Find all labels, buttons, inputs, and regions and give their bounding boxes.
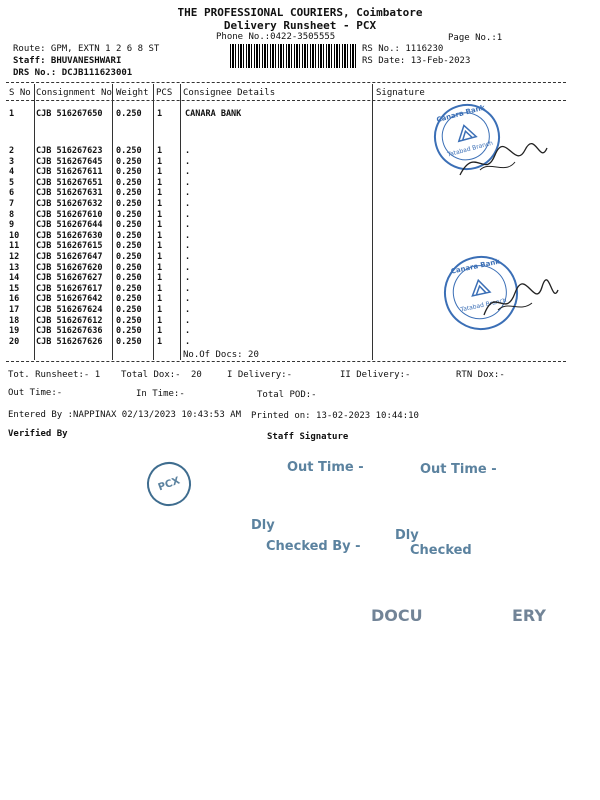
row-weight: 0.250	[116, 156, 142, 167]
row-sno: 14	[9, 273, 20, 284]
row-weight: 0.250	[116, 209, 142, 220]
verified-by: Verified By	[8, 429, 68, 439]
row-pcs: 1	[157, 177, 163, 188]
row-consignee-details: .	[185, 315, 191, 326]
column-divider	[180, 84, 181, 360]
signature-2	[480, 275, 560, 325]
no-of-docs: No.Of Docs: 20	[183, 350, 259, 360]
printed-on: Printed on: 13-02-2023 10:44:10	[251, 411, 419, 421]
stamp-docu: DOCU	[371, 606, 423, 625]
total-pod: Total POD:-	[257, 390, 317, 400]
row-weight: 0.250	[116, 283, 142, 294]
row-pcs: 1	[157, 336, 163, 347]
column-divider	[372, 84, 373, 360]
row-sno: 1	[9, 109, 15, 119]
row-weight: 0.250	[116, 252, 142, 262]
row-sno: 15	[9, 283, 20, 294]
row-consignee-details: .	[185, 199, 191, 209]
row-sno: 17	[9, 305, 20, 315]
col-header-weight: Weight	[116, 88, 149, 98]
bank-stamp-branch: Tatabad Branch	[446, 139, 494, 159]
row-sno: 16	[9, 294, 20, 305]
row-consignment-no: CJB 516267617	[36, 283, 103, 294]
row-weight: 0.250	[116, 273, 142, 284]
row-consignee-details: .	[185, 146, 191, 156]
row-pcs: 1	[157, 188, 163, 199]
row-pcs: 1	[157, 230, 163, 241]
row-sno: 12	[9, 252, 20, 262]
row-pcs: 1	[157, 326, 163, 337]
rs-number: RS No.: 1116230	[362, 44, 444, 54]
row-pcs: 1	[157, 315, 163, 326]
bank-stamp-name-2: Canara Bank	[450, 257, 501, 276]
row-consignee-details: .	[185, 294, 191, 305]
i-delivery: I Delivery:-	[227, 370, 293, 380]
row-sno: 19	[9, 326, 20, 337]
total-dox-value: 20	[191, 370, 202, 380]
row-consignment-no: CJB 516267612	[36, 315, 103, 326]
bank-stamp-branch-2: Tatabad Branch	[460, 296, 508, 314]
row-consignee-details: CANARA BANK	[185, 109, 242, 119]
signature-1	[455, 140, 550, 185]
row-weight: 0.250	[116, 336, 142, 347]
row-consignment-no: CJB 516267650	[36, 109, 103, 119]
rs-date: RS Date: 13-Feb-2023	[362, 56, 471, 66]
row-weight: 0.250	[116, 109, 142, 119]
col-header-signature: Signature	[376, 88, 425, 98]
row-consignment-no: CJB 516267623	[36, 146, 103, 156]
row-sno: 2	[9, 146, 15, 156]
entered-by: Entered By :NAPPINAX 02/13/2023 10:43:53 AM	[8, 410, 241, 420]
row-weight: 0.250	[116, 294, 142, 305]
barcode	[230, 44, 356, 68]
row-consignment-no: CJB 516267620	[36, 262, 103, 273]
row-pcs: 1	[157, 252, 163, 262]
company-title: THE PROFESSIONAL COURIERS, Coimbatore	[177, 6, 423, 19]
row-consignment-no: CJB 516267636	[36, 326, 103, 337]
staff-name: Staff: BHUVANESHWARI	[13, 56, 122, 66]
row-sno: 4	[9, 167, 15, 178]
stamp-checked-by-1: Checked By -	[266, 539, 361, 554]
row-consignee-details: .	[185, 241, 191, 252]
row-pcs: 1	[157, 220, 163, 231]
divider	[6, 82, 566, 83]
row-weight: 0.250	[116, 177, 142, 188]
stamp-dly-2: Dly	[395, 528, 419, 543]
out-time: Out Time:-	[8, 388, 63, 398]
row-consignment-no: CJB 516267615	[36, 241, 103, 252]
row-weight: 0.250	[116, 315, 142, 326]
row-weight: 0.250	[116, 220, 142, 231]
row-sno: 9	[9, 220, 15, 231]
row-pcs: 1	[157, 305, 163, 315]
row-consignee-details: .	[185, 167, 191, 178]
row-consignment-no: CJB 516267631	[36, 188, 103, 199]
row-consignment-no: CJB 516267630	[36, 230, 103, 241]
route: Route: GPM, EXTN 1 2 6 8 ST	[13, 44, 160, 54]
row-consignee-details: .	[185, 273, 191, 284]
row-sno: 5	[9, 177, 15, 188]
column-divider	[112, 84, 113, 360]
row-consignee-details: .	[185, 336, 191, 347]
row-weight: 0.250	[116, 241, 142, 252]
row-weight: 0.250	[116, 326, 142, 337]
row-pcs: 1	[157, 146, 163, 156]
staff-signature-label: Staff Signature	[267, 432, 349, 442]
row-sno: 3	[9, 156, 15, 167]
stamp-dly-1: Dly	[251, 518, 275, 533]
pcx-stamp	[141, 456, 197, 512]
row-weight: 0.250	[116, 167, 142, 178]
row-pcs: 1	[157, 156, 163, 167]
in-time: In Time:-	[136, 389, 185, 399]
row-consignee-details: .	[185, 188, 191, 199]
row-sno: 7	[9, 199, 15, 209]
col-header-pcs: PCS	[156, 88, 173, 98]
row-weight: 0.250	[116, 305, 142, 315]
divider	[6, 361, 566, 362]
row-consignment-no: CJB 516267610	[36, 209, 103, 220]
row-consignee-details: .	[185, 262, 191, 273]
row-weight: 0.250	[116, 188, 142, 199]
row-consignee-details: .	[185, 283, 191, 294]
row-pcs: 1	[157, 209, 163, 220]
row-consignment-no: CJB 516267611	[36, 167, 103, 178]
row-consignee-details: .	[185, 230, 191, 241]
pcx-stamp-label: PCX	[156, 475, 182, 493]
page-number: Page No.:1	[448, 33, 503, 43]
row-weight: 0.250	[116, 230, 142, 241]
row-sno: 8	[9, 209, 15, 220]
row-pcs: 1	[157, 109, 163, 119]
row-consignee-details: .	[185, 209, 191, 220]
row-sno: 20	[9, 336, 20, 347]
row-weight: 0.250	[116, 262, 142, 273]
row-pcs: 1	[157, 273, 163, 284]
col-header-sno: S No	[9, 88, 31, 98]
row-pcs: 1	[157, 167, 163, 178]
row-consignee-details: .	[185, 326, 191, 337]
row-consignee-details: .	[185, 252, 191, 262]
row-consignment-no: CJB 516267651	[36, 177, 103, 188]
column-divider	[153, 84, 154, 360]
stamp-checked-by-2: Checked	[410, 543, 472, 558]
phone-number: Phone No.:0422-3505555	[216, 32, 336, 42]
tot-runsheet: Tot. Runsheet:- 1	[8, 370, 101, 380]
row-consignee-details: .	[185, 177, 191, 188]
total-dox-label: Total Dox:-	[121, 370, 181, 380]
row-pcs: 1	[157, 283, 163, 294]
row-consignee-details: .	[185, 220, 191, 231]
row-pcs: 1	[157, 262, 163, 273]
rtn-dox: RTN Dox:-	[456, 370, 505, 380]
bank-stamp-name: Canara Bank	[435, 103, 486, 125]
row-consignment-no: CJB 516267644	[36, 220, 103, 231]
ii-delivery: II Delivery:-	[340, 370, 411, 380]
row-consignment-no: CJB 516267632	[36, 199, 103, 209]
stamp-out-time-1: Out Time -	[287, 460, 364, 475]
row-consignment-no: CJB 516267627	[36, 273, 103, 284]
row-consignee-details: .	[185, 156, 191, 167]
row-weight: 0.250	[116, 146, 142, 156]
row-pcs: 1	[157, 199, 163, 209]
stamp-out-time-2: Out Time -	[420, 462, 497, 477]
stamp-ery: ERY	[512, 606, 546, 625]
row-consignment-no: CJB 516267642	[36, 294, 103, 305]
row-consignment-no: CJB 516267626	[36, 336, 103, 347]
row-sno: 13	[9, 262, 20, 273]
row-consignment-no: CJB 516267624	[36, 305, 103, 315]
col-header-consignee: Consignee Details	[183, 88, 276, 98]
row-weight: 0.250	[116, 199, 142, 209]
drs-number: DRS No.: DCJB111623001	[13, 68, 133, 78]
row-pcs: 1	[157, 241, 163, 252]
col-header-consignment: Consignment No	[36, 88, 112, 98]
divider	[6, 100, 566, 101]
row-consignment-no: CJB 516267645	[36, 156, 103, 167]
row-sno: 18	[9, 315, 20, 326]
row-sno: 6	[9, 188, 15, 199]
row-sno: 10	[9, 230, 20, 241]
column-divider	[34, 84, 35, 360]
row-sno: 11	[9, 241, 20, 252]
row-consignee-details: .	[185, 305, 191, 315]
row-pcs: 1	[157, 294, 163, 305]
row-consignment-no: CJB 516267647	[36, 252, 103, 262]
document-title: Delivery Runsheet - PCX	[223, 19, 377, 32]
